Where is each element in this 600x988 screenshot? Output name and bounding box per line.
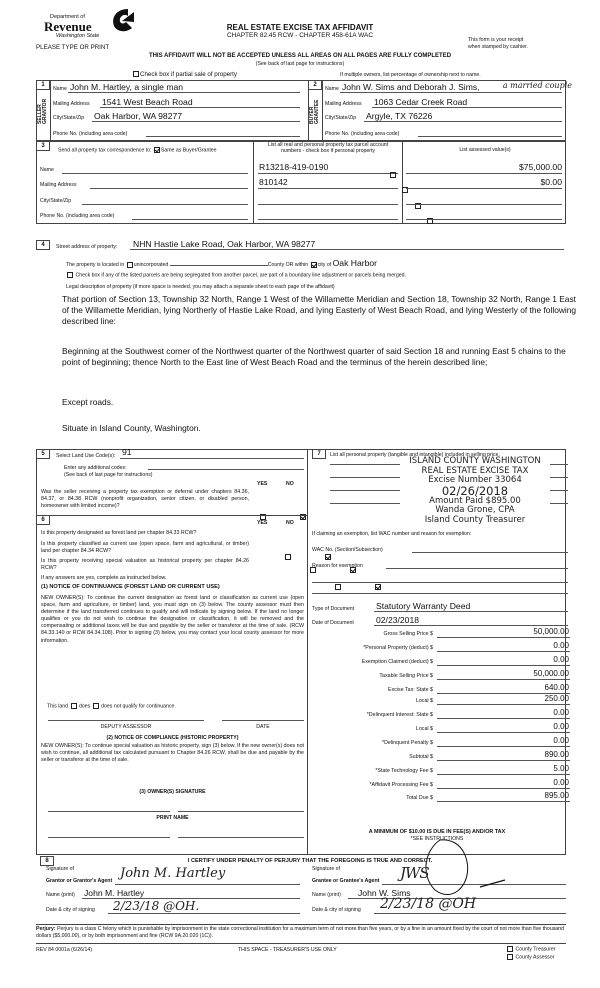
please-type: PLEASE TYPE OR PRINT [36, 44, 110, 51]
buyer-address[interactable]: 1063 Cedar Creek Road [374, 97, 468, 107]
personal-property-label: List all personal property (tangible and intangible) included in selling price. [330, 452, 500, 458]
tax-row-value[interactable]: 0.00 [553, 641, 569, 650]
county-treasurer-checkbox[interactable] [507, 946, 513, 952]
stamp-amount: Amount Paid $895.00 [429, 495, 521, 506]
perjury-notice [36, 926, 566, 940]
city-of-label: city of [317, 262, 332, 268]
perjury-label: Perjury: [36, 926, 56, 932]
value-header: List assessed value(s) [459, 147, 511, 153]
seller-name-label: Name [53, 86, 67, 92]
tax-row [320, 751, 570, 761]
tax-row [320, 628, 570, 638]
legal-label: Legal description of property (if more space is needed, you may attach a separate sheet to each page of the affidavit) [66, 284, 335, 290]
seller-phone-label: Phone No. (including area code) [53, 131, 128, 137]
segregated-line [66, 272, 406, 278]
assessed-value[interactable]: $0.00 [540, 177, 562, 187]
tax-row-value[interactable]: 50,000.00 [533, 627, 569, 636]
stamp-excise-number: Excise Number 33064 [428, 475, 522, 485]
warning: THIS AFFIDAVIT WILL NOT BE ACCEPTED UNLESS ALL AREAS ON ALL PAGES ARE FULLY COMPLETED [148, 53, 452, 59]
minimum-due-note: A MINIMUM OF $10.00 IS DUE IN FEE(S) AND/OR TAX [368, 829, 506, 835]
tax-row-label: Subtotal $ [409, 754, 433, 760]
additional-codes-label: Enter any additional codes: [64, 465, 127, 471]
tax-row-label: Gross Selling Price $ [383, 631, 433, 637]
seller-address[interactable]: 1541 West Beach Road [102, 97, 193, 107]
tax-row-value[interactable]: 0.00 [553, 722, 569, 731]
buyer-city-label: City/State/Zip [325, 115, 357, 121]
legal-description-2: Beginning at the Southwest corner of the Northwest quarter of the Northwest quarter of said Section 18 and running East 5 chains to the point of beginning; thence North to the East line of West Beach Road and the terminus of the herein described line; [62, 346, 566, 367]
logo-dept: Department of [50, 14, 85, 20]
grantor-date-city[interactable]: 2/23/18 @OH. [113, 899, 200, 913]
section-2-number: 2 [308, 80, 322, 90]
deputy-assessor-label: DEPUTY ASSESSOR [100, 724, 152, 730]
tax-row-value[interactable]: 890.00 [544, 750, 569, 759]
tax-row-label: *Affidavit Processing Fee $ [369, 782, 433, 788]
tax-row [320, 642, 570, 652]
partial-sale-checkbox[interactable] [133, 71, 139, 77]
seller-phone-field[interactable] [146, 128, 300, 137]
does-qualify-checkbox[interactable] [71, 703, 77, 709]
doc-type[interactable]: Statutory Warranty Deed [376, 601, 471, 611]
legal-description-4: Situate in Island County, Washington. [62, 423, 201, 433]
tax-row-value[interactable]: 50,000.00 [533, 669, 569, 678]
section-3-number: 3 [36, 141, 50, 151]
county-assessor-option[interactable] [506, 954, 554, 960]
buyer-address-label: Mailing Address [325, 101, 362, 107]
grantee-name-print-label: Name (print) [312, 892, 341, 898]
yes-header-6: YES [257, 520, 268, 526]
grantor-signature: John M. Hartley [120, 866, 226, 881]
tax-row-value[interactable]: 640.00 [544, 683, 569, 692]
perjury-text: Perjury is a class C felony which is punishable by imprisonment in the state correctional institution for a maximum term of not more than five years, or by a fine in an amount fixed by the court of not more than five thousand dollars ($5,000.00), or by both imprisonment and fine (RCW 9A.20.020 (1C)). [36, 926, 564, 939]
grantor-signature-of: Signature of [46, 866, 74, 872]
yes-header: YES [257, 481, 268, 487]
parcel-header: List all real and personal property tax parcel account numbers - check box if personal property [267, 142, 389, 154]
treasurer-use-label: THIS SPACE - TREASURER'S USE ONLY [238, 947, 337, 953]
certify-statement: I CERTIFY UNDER PENALTY OF PERJURY THAT THE FOREGOING IS TRUE AND CORRECT. [187, 858, 433, 864]
partial-sale[interactable] [132, 71, 237, 78]
section-5-number: 5 [36, 449, 50, 459]
personal-property-checkbox[interactable] [390, 172, 396, 178]
tax-row [320, 670, 570, 680]
unincorporated-checkbox[interactable] [127, 262, 133, 268]
parcel-row[interactable] [258, 209, 398, 220]
send-label: Send all property tax correspondence to: [58, 147, 152, 154]
tax-row-label: Exemption Claimed (deduct) $ [361, 659, 433, 665]
buyer-name-handwritten: a married couple [502, 81, 572, 90]
parcel-number[interactable]: R13218-419-0190 [259, 162, 329, 172]
owner-signature-title: (3) OWNER(S) SIGNATURE [139, 789, 206, 795]
grantee-date-city[interactable]: 2/23/18 @OH [380, 896, 477, 912]
county-treasurer-option[interactable] [506, 946, 556, 952]
section-8-number: 8 [40, 856, 54, 866]
notice-continuance-text: NEW OWNER(S): To continue the current designation as forest land or classification as current use (open space, farm and agriculture, or timber) land, you must sign on (3) below. The county assessor must then determine if the land transferred continues to qualify and will indicate by signing below. If the land no longer qualifies or you do not wish to continue the designation or classification, it will be removed and the compensating or additional taxes will be due and payable by the seller or transferor at the time of sale. (RCW 84.33.140 or RCW 84.34.108). Prior to signing (3) below, you may contact your local county assessor for more information. [41, 595, 304, 644]
stamp-county: ISLAND COUNTY WASHINGTON [409, 456, 541, 466]
corr-city-label: City/State/Zip [40, 198, 72, 204]
unincorporated-label: unincorporated [133, 262, 169, 268]
tax-row [320, 737, 570, 747]
county-treasurer-label: County Treasurer [515, 946, 556, 953]
assessed-value[interactable]: $75,000.00 [518, 162, 562, 172]
notice-continuance-title: (1) NOTICE OF CONTINUANCE (FOREST LAND OR CURRENT USE) [41, 584, 220, 590]
tax-row [320, 656, 570, 666]
grantee-signature: JWS [400, 864, 429, 882]
property-city[interactable]: Oak Harbor [332, 258, 378, 268]
buyer-name[interactable]: John W. Sims and Deborah J. Sims, [342, 82, 480, 92]
stamp-date: 02/26/2018 [441, 483, 509, 498]
print-name-line-2[interactable] [178, 836, 304, 838]
land-use-label: Select Land Use Code(s): [56, 453, 116, 459]
corr-phone-field[interactable] [132, 211, 248, 220]
form-chapter: CHAPTER 82.45 RCW - CHAPTER 458-61A WAC [226, 32, 374, 39]
historic-question: Is this property receiving special valuation as historical property per chapter 84.26 RCW? [41, 558, 249, 572]
doc-type-label: Type of Document [312, 606, 355, 612]
section-6-number: 6 [36, 515, 50, 525]
location-line [66, 258, 377, 268]
tax-row-label: Local $ [415, 726, 433, 732]
does-label: does [78, 703, 91, 710]
owner-signature-line-2[interactable] [178, 810, 304, 812]
grantor-name-print-label: Name (print) [46, 892, 75, 898]
grantor-printed-name[interactable]: John M. Hartley [84, 888, 145, 898]
tax-row [320, 723, 570, 733]
receipt-note: This form is your receipt [468, 37, 524, 43]
same-label: Same as Buyer/Grantee [160, 147, 217, 154]
receipt-note-2: when stamped by cashier. [468, 44, 528, 50]
tax-row-value[interactable]: 0.00 [553, 655, 569, 664]
grantee-printed-name[interactable]: John W. Sims [358, 888, 411, 898]
seller-name[interactable]: John M. Hartley, a single man [70, 82, 184, 92]
tax-row-label: *Delinquent Interest: State $ [366, 712, 433, 718]
legal-description-3: Except roads. [62, 397, 114, 407]
notice-compliance-text: NEW OWNER(S): To continue special valuation as historic property, sign (3) below. If the new owner(s) does not wish to continue, all additional tax calculated pursuant to Chapter 84.26 RCW, shall be due and payable by the seller or transferor at the time of sale. [41, 743, 304, 764]
stamp-tax: REAL ESTATE EXCISE TAX [421, 465, 529, 476]
tax-row [320, 765, 570, 775]
seller-city-label: City/State/Zip [53, 115, 85, 121]
seller-address-label: Mailing Address [53, 101, 90, 107]
forest-yes-checkbox[interactable] [285, 554, 291, 560]
tax-row-value[interactable]: 0.00 [553, 736, 569, 745]
claiming-exemption-label: If claiming an exemption, list WAC number and reason for exemption: [312, 531, 472, 537]
if-yes-note: If any answers are yes, complete as instructed below. [41, 575, 167, 581]
corr-city-field[interactable] [82, 196, 248, 205]
legal-description-1: That portion of Section 13, Township 32 North, Range 1 West of the Willamette Meridian and Section 18, Township 32 North, Range 1 East of the Willamette Meridian, lying Northerly of Hastie Lake Road, and lying Easterly of West Beach Road, and lying Westerly of the following described line: [62, 294, 577, 326]
buyer-name-label: Name [325, 86, 339, 92]
county-or-label: County OR within [267, 262, 309, 268]
qualify-line [47, 703, 176, 709]
segregated-label: Check box if any of the listed parcels are being segregated from another parcel, are part of a boundary line adjustment or parcels being merged. [75, 272, 406, 279]
tax-row-label: Excise Tax: State $ [388, 687, 433, 693]
buyer-phone-label: Phone No. (including area code) [325, 131, 400, 137]
property-street[interactable]: NHN Hastie Lake Road, Oak Harbor, WA 98277 [133, 239, 316, 249]
logo-state: Washington State [56, 33, 100, 39]
this-land-label: This land [47, 703, 69, 710]
segregated-checkbox[interactable] [67, 272, 73, 278]
county-assessor-checkbox[interactable] [507, 954, 513, 960]
tax-row-label: *Personal Property (deduct) $ [363, 645, 433, 651]
tax-row-value[interactable]: 0.00 [553, 708, 569, 717]
tax-row-label: Total Due $ [406, 795, 433, 801]
forest-question: Is this property designated as forest land per chapter 84.33 RCW? [41, 530, 197, 536]
notice-compliance-title: (2) NOTICE OF COMPLIANCE (HISTORIC PROPERTY) [106, 735, 239, 741]
owner-signature-line-1[interactable] [48, 810, 170, 812]
deputy-assessor-line[interactable] [48, 713, 204, 721]
same-as-buyer-checkbox[interactable] [154, 147, 160, 153]
parcel-row[interactable] [258, 194, 398, 205]
parcel-number[interactable]: 810142 [259, 177, 288, 187]
street-label: Street address of property: [56, 244, 118, 250]
section-4-number: 4 [36, 240, 50, 250]
buyer-phone-field[interactable] [418, 128, 562, 137]
exemption-question: Was the seller receiving a property tax exemption or deferral under chapters 84.36, 84.37, or 84.38 RCW (nonprofit organization, senior citizen, or disabled person, homeowner with limited income)? [41, 489, 249, 510]
tax-row [320, 779, 570, 789]
form-revision: REV 84 0001a (6/26/14) [36, 947, 92, 953]
county-assessor-label: County Assessor [515, 954, 555, 961]
stamp-treasurer-name: Wanda Grone, CPA [435, 505, 515, 515]
does-not-qualify-checkbox[interactable] [93, 703, 99, 709]
tax-row-label: Local $ [415, 698, 433, 704]
see-back: (See back of last page for instructions) [255, 61, 345, 67]
reason-field[interactable] [386, 561, 568, 569]
send-correspondence [58, 147, 217, 153]
reason-label: Reason for exemption [312, 563, 363, 569]
partial-label: Check box if partial sale of property [140, 71, 237, 78]
date-label: DATE [256, 724, 270, 730]
corr-name-label: Name [40, 167, 54, 173]
located-label: The property is located in [66, 262, 125, 268]
city-checkbox[interactable] [311, 262, 317, 268]
stamp-title: Island County Treasurer [424, 514, 526, 525]
multiple-owners: If multiple owners, list percentage of ownership next to name. [340, 72, 481, 78]
tax-row-value[interactable]: 250.00 [544, 694, 569, 703]
tax-row-value[interactable]: 0.00 [553, 778, 569, 787]
logo-revenue: Revenue [44, 19, 92, 34]
doc-date-label: Date of Document [312, 620, 354, 626]
no-header-6: NO [286, 520, 294, 526]
tax-row-value[interactable]: 895.00 [544, 791, 569, 800]
land-use-code[interactable]: 91 [122, 447, 132, 457]
corr-address-field[interactable] [90, 180, 248, 189]
grantee-signature-of: Signature of [312, 866, 340, 872]
assessor-date-line[interactable] [222, 713, 304, 721]
tax-row [320, 792, 570, 802]
tax-row [320, 684, 570, 694]
wac-field[interactable] [412, 545, 568, 553]
buyer-city[interactable]: Argyle, TX 76226 [366, 111, 433, 121]
tax-row-value[interactable]: 5.00 [553, 764, 569, 773]
does-not-label: does not qualify for continuance. [101, 703, 176, 710]
no-header: NO [286, 481, 294, 487]
tax-row [320, 695, 570, 705]
form-title: REAL ESTATE EXCISE TAX AFFIDAVIT [226, 23, 374, 32]
buyer-side-label: BUYER GRANTEE [309, 99, 320, 124]
section-1-number: 1 [36, 80, 50, 90]
tax-row-label: Taxable Selling Price $ [379, 673, 433, 679]
corr-phone-label: Phone No. (including area code) [40, 213, 115, 219]
seller-side-label: SELLER GRANTOR [37, 98, 48, 124]
seller-city[interactable]: Oak Harbor, WA 98277 [94, 111, 183, 121]
corr-name-field[interactable] [62, 165, 248, 174]
print-name-label: PRINT NAME [156, 815, 189, 821]
wac-label: WAC No. (Section/Subsection) [312, 547, 383, 553]
additional-codes-field[interactable] [148, 462, 304, 470]
doc-date[interactable]: 02/23/2018 [376, 615, 420, 625]
section-7-number: 7 [312, 449, 326, 459]
tax-row-label: *Delinquent Penalty $ [382, 740, 433, 746]
tax-row-label: *State Technology Fee $ [375, 768, 433, 774]
grantor-agent-label: Grantor or Grantor's Agent [46, 878, 113, 884]
grantee-date-city-label: Date & city of signing [312, 907, 361, 913]
grantee-agent-label: Grantee or Grantee's Agent [312, 878, 380, 884]
see-instructions: *SEE INSTRUCTIONS [410, 836, 464, 842]
treasurer-stamp [400, 457, 550, 525]
corr-address-label: Mailing Address [40, 182, 77, 188]
print-name-line-1[interactable] [48, 836, 170, 838]
tax-row [320, 709, 570, 719]
current-use-question: Is this property classified as current use (open space, farm and agricultural, or timber) land per chapter 84.34 RCW? [41, 541, 249, 555]
see-back-codes: (See back of last page for instructions) [64, 472, 153, 478]
grantor-date-city-label: Date & city of signing [46, 907, 95, 913]
